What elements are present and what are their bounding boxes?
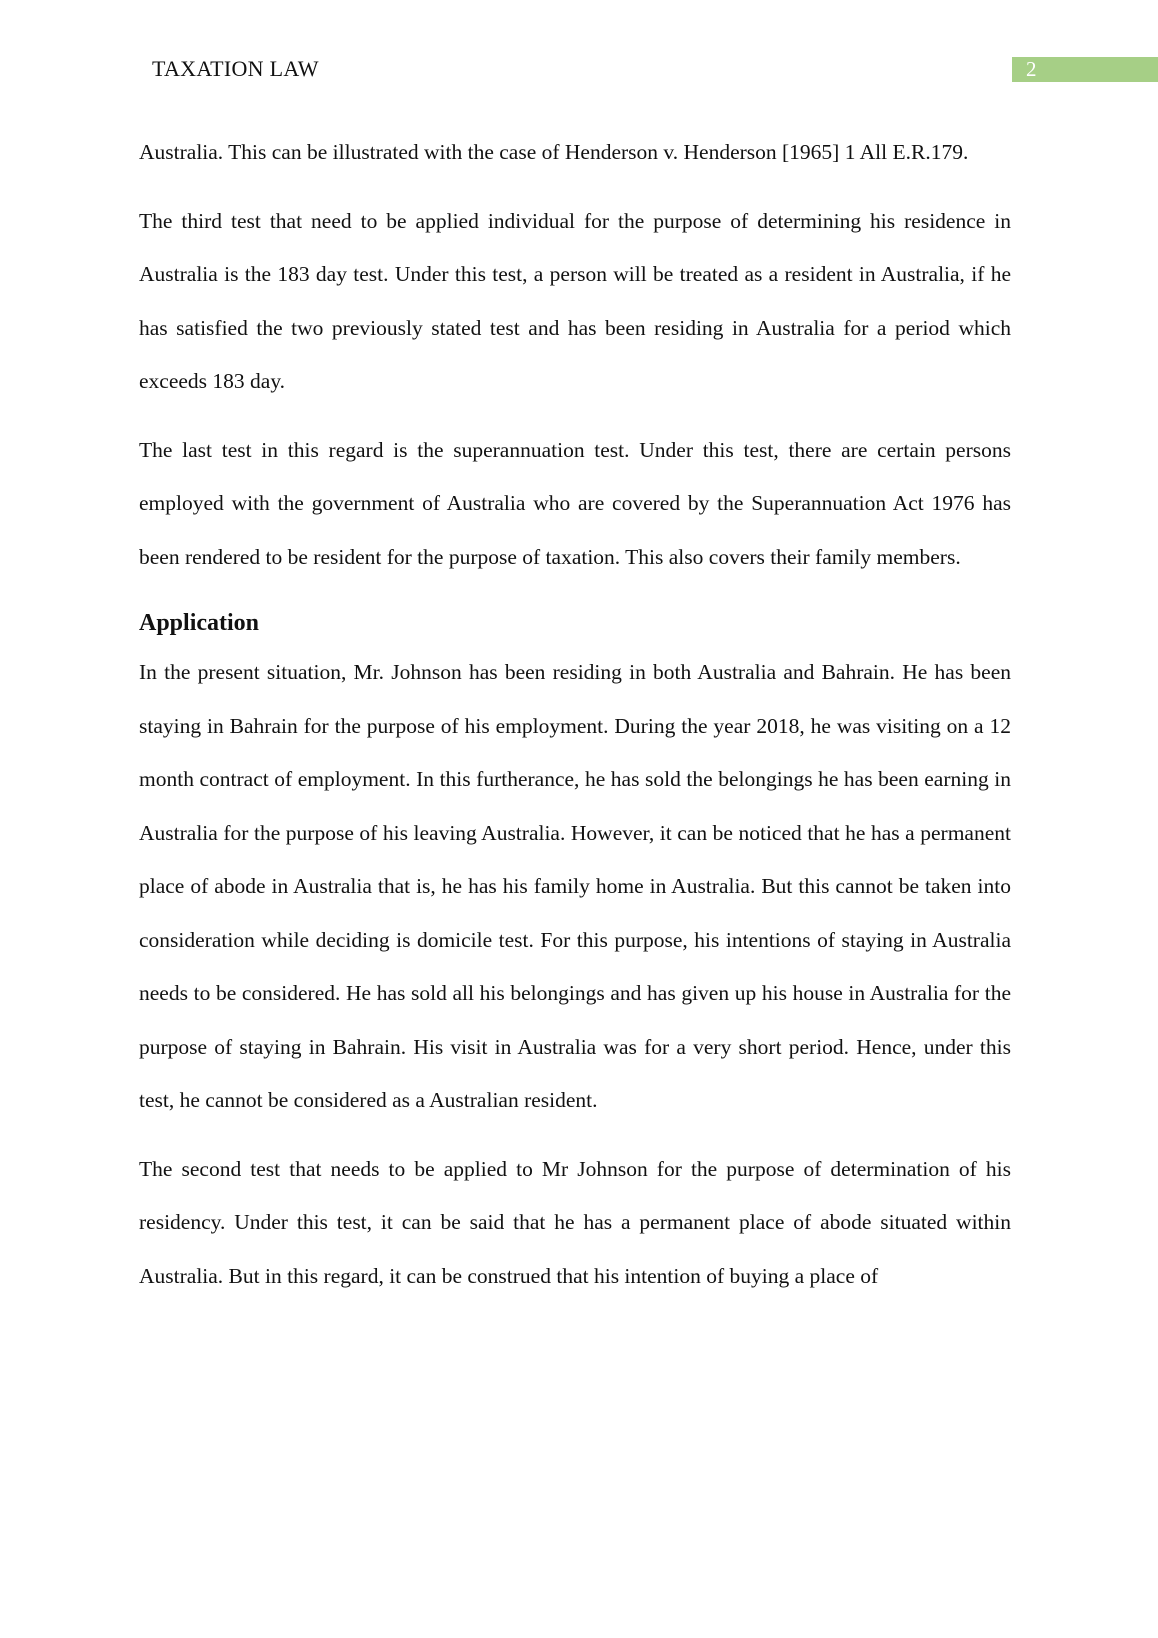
body-paragraph-1: Australia. This can be illustrated with the case of Henderson v. Henderson [1965] 1 All E.R.179.	[139, 140, 969, 164]
body-paragraph-3: The last test in this regard is the superannuation test. Under this test, there are certain persons employed with the government of Australia who are covered by the Superannuation Act 1976 has been rendered to be resident for the purpose of taxation. This also covers their family members.	[139, 437, 1011, 569]
body-paragraph-2: The third test that need to be applied individual for the purpose of determining his residence in Australia is the 183 day test. Under this test, a person will be treated as a resident in Australia, if he has satisfied the two previously stated test and has been residing in Australia for a period which exceeds 183 day.	[139, 208, 1011, 393]
document-body	[139, 126, 1011, 1318]
body-paragraph-5: The second test that needs to be applied to Mr Johnson for the purpose of determination of his residency. Under this test, it can be said that he has a permanent place of abode situated within Australia. But in this regard, it can be construed that his intention of buying a place of	[139, 1156, 1011, 1288]
section-heading-application: Application	[139, 610, 260, 636]
page-number: 2	[1012, 57, 1158, 82]
body-paragraph-4: In the present situation, Mr. Johnson has been residing in both Australia and Bahrain. He has been staying in Bahrain for the purpose of his employment. During the year 2018, he was visiting on a 12 month contract of employment. In this furtherance, he has sold the belongings he has been earning in Australia for the purpose of his leaving Australia. However, it can be noticed that he has a permanent place of abode in Australia that is, he has his family home in Australia. But this cannot be taken into consideration while deciding is domicile test. For this purpose, his intentions of staying in Australia needs to be considered. He has sold all his belongings and has given up his house in Australia for the purpose of staying in Bahrain. His visit in Australia was for a very short period. Hence, under this test, he cannot be considered as a Australian resident.	[139, 660, 1011, 1112]
running-header-title: TAXATION LAW	[152, 56, 319, 81]
